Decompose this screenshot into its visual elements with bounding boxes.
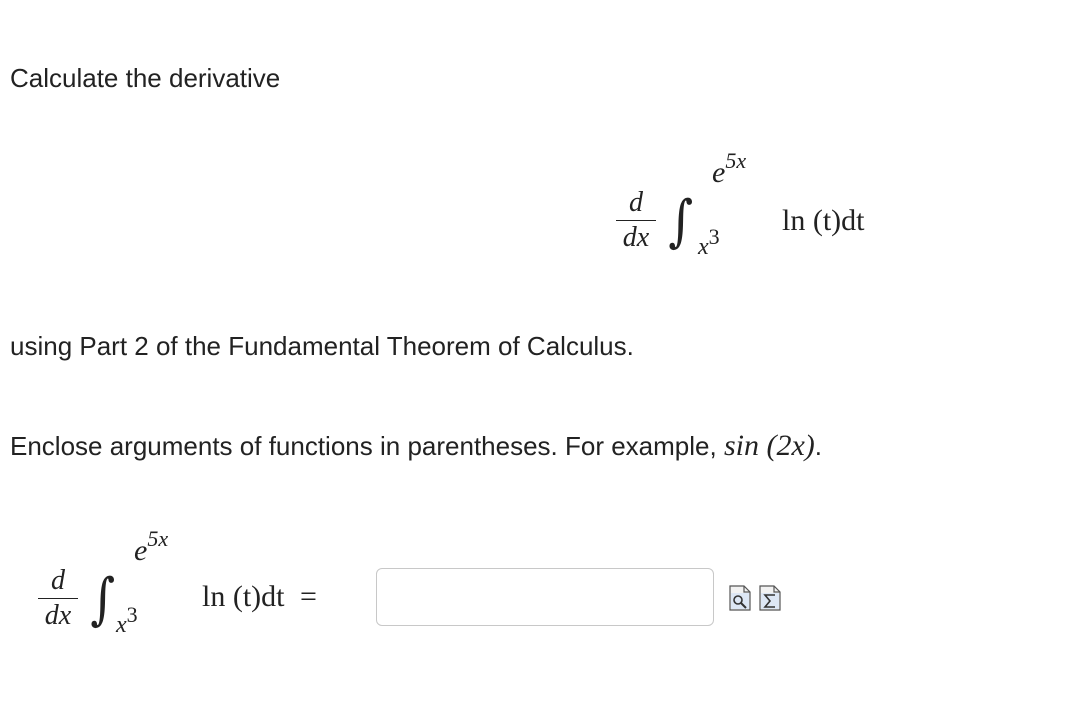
derivative-numerator: d — [629, 187, 643, 218]
hint-text: Enclose arguments of functions in parentheses. For example, — [10, 431, 724, 461]
hint-end: . — [814, 431, 822, 461]
answer-integrand: ln (t)dt = — [202, 580, 317, 613]
question-method: using Part 2 of the Fundamental Theorem of Calculus. — [10, 331, 634, 361]
hint-example: sin (2x) — [723, 429, 815, 462]
upper-limit: $e^{5x}$ — [712, 148, 747, 189]
equation-editor-icon[interactable] — [758, 583, 782, 613]
preview-icon[interactable] — [728, 583, 752, 613]
derivative-operator — [616, 188, 656, 253]
answer-derivative-numerator: d — [51, 565, 65, 596]
lower-limit: $x^3$ — [698, 224, 720, 260]
answer-fraction-bar — [38, 598, 78, 599]
answer-lower-limit: $x^3$ — [116, 602, 138, 638]
equation-editor-icon-graphic — [758, 583, 782, 613]
answer-derivative-operator — [38, 566, 78, 631]
answer-formula — [30, 526, 350, 650]
fraction-bar — [616, 220, 656, 221]
answer-input[interactable] — [376, 568, 714, 626]
preview-icon-graphic — [728, 583, 752, 613]
answer-integral-sign: ∫ — [90, 567, 115, 632]
integrand: ln (t)dt — [782, 204, 865, 237]
derivative-denominator: dx — [622, 222, 650, 253]
equals-sign: = — [300, 580, 317, 613]
display-formula — [612, 150, 912, 270]
answer-derivative-denominator: dx — [44, 600, 72, 631]
answer-upper-limit: $e^{5x}$ — [134, 526, 169, 567]
question-hint — [10, 430, 822, 462]
integral-sign: ∫ — [668, 189, 693, 254]
question-intro: Calculate the derivative — [10, 63, 281, 93]
